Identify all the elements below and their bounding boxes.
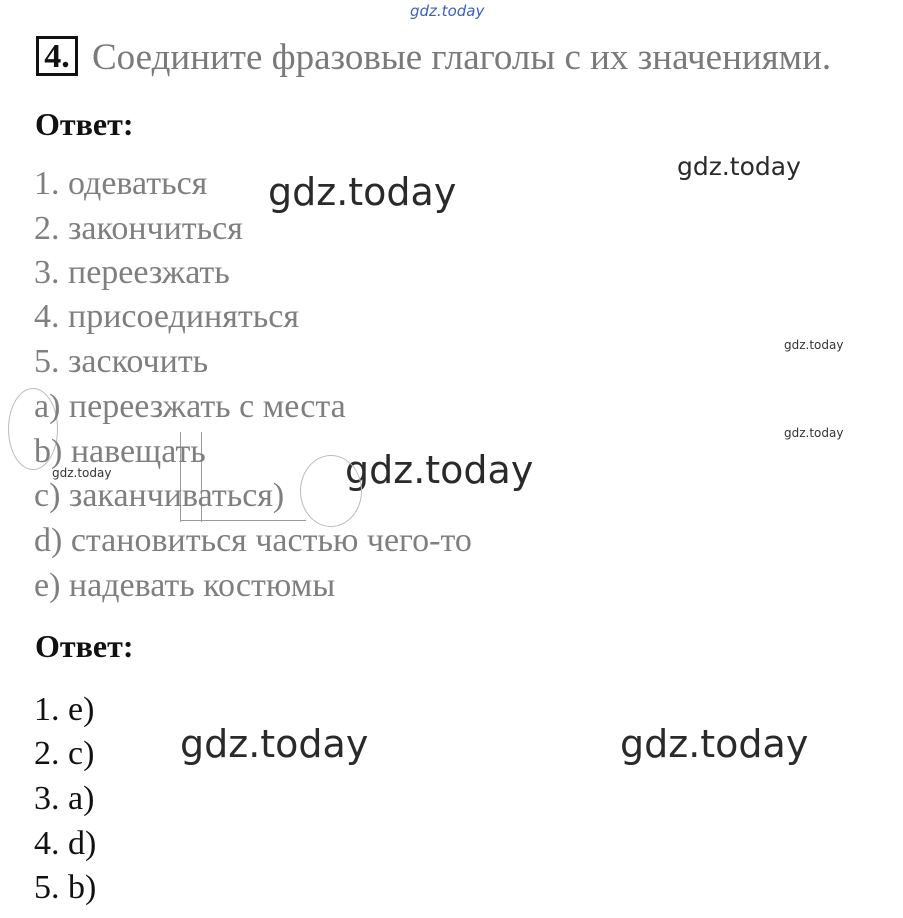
task-instruction: Соедините фразовые глаголы с их значениями.: [92, 37, 832, 78]
answer-item: 1. e): [34, 691, 95, 728]
watermark-medium: gdz.today: [677, 152, 801, 181]
answer-item: 5. b): [34, 869, 97, 906]
task-number: 4.: [36, 36, 78, 76]
list-item: 4. присоединяться: [34, 298, 299, 335]
watermark-small: gdz.today: [784, 426, 844, 440]
answer-item: 4. d): [34, 825, 97, 862]
watermark-small: gdz.today: [784, 338, 844, 352]
list-item: c) заканчиваться): [34, 477, 285, 514]
list-item: e) надевать костюмы: [34, 567, 336, 604]
watermark-large: gdz.today: [620, 722, 809, 766]
list-item: b) навещать: [34, 433, 206, 470]
list-item: 1. одеваться: [34, 165, 208, 202]
list-item: 2. закончиться: [34, 210, 243, 247]
watermark-large: gdz.today: [345, 448, 534, 492]
answer-item: 2. c): [34, 735, 95, 772]
watermark-large: gdz.today: [268, 170, 457, 214]
list-item: 5. заскочить: [34, 343, 209, 380]
watermark-top: gdz.today: [410, 2, 485, 20]
answer-heading: Ответ:: [35, 628, 134, 664]
list-item: a) переезжать с места: [34, 388, 346, 425]
answer-heading: Ответ:: [35, 106, 134, 142]
watermark-large: gdz.today: [180, 722, 369, 766]
list-item: 3. переезжать: [34, 254, 230, 291]
list-item: d) становиться частью чего-то: [34, 522, 472, 559]
stamp-arc-decoration: [300, 455, 362, 527]
watermark-tiny: gdz.today: [52, 466, 112, 480]
answer-item: 3. a): [34, 780, 95, 817]
